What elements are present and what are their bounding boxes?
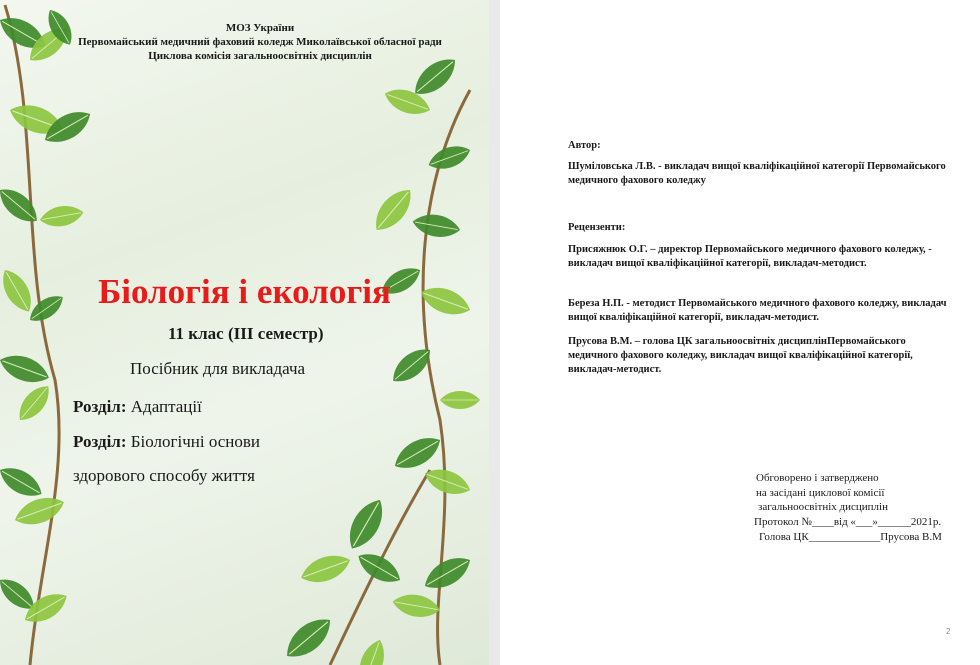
- section-2-continuation: здорового способу життя: [73, 466, 255, 485]
- college-header: Первомайський медичний фаховий коледж Миколаївської обласної ради: [78, 36, 442, 48]
- commission-header: Циклова комісія загальноосвітніх дисциплін: [148, 50, 372, 62]
- approval-line-3: загальноосвітніх дисциплін: [758, 501, 888, 513]
- leaf-shape: [0, 349, 53, 389]
- grade-line: 11 клас (ІІІ семестр): [168, 324, 324, 343]
- cover-page: [0, 0, 489, 665]
- approval-line-5: Голова ЦК_____________Прусова В.М: [759, 531, 942, 543]
- reviewers-label: Рецензенти:: [568, 222, 626, 233]
- approval-line-4: Протокол №____від «___»______2021р.: [754, 516, 942, 528]
- reviewer-1: Присяжнюк О.Г. – директор Первомайського медичного фахового коледжу, - викладач вищої кваліфікаційної категорії, викладач-методист.: [568, 244, 932, 269]
- reviewer-3: Прусова В.М. – голова ЦК загальноосвітніх дисциплінПервомайського медичного фахового коледжу, викладач вищої кваліфікаційної категорії, викладач-методист.: [568, 336, 913, 375]
- leaf-shape: [353, 636, 390, 665]
- section-1-label: Розділ:: [73, 397, 127, 416]
- section-2-label: Розділ:: [73, 432, 127, 451]
- branch-stem: [5, 5, 59, 665]
- author-text: Шуміловська Л.В. - викладач вищої кваліфікаційної категорії Первомайського медичного фахового коледжу: [568, 161, 946, 186]
- approval-line-1: Обговорено і затверджено: [756, 472, 879, 484]
- leaf-shape: [0, 461, 47, 504]
- page-number: 2: [946, 627, 951, 636]
- ministry-header: МОЗ України: [225, 22, 295, 34]
- section-1: [73, 397, 202, 417]
- leaf-shape: [0, 182, 44, 229]
- guide-subtitle: Посібник для викладача: [130, 359, 306, 378]
- approval-line-2: на засідані циклової комісії: [756, 487, 885, 499]
- second-page: [500, 0, 980, 665]
- reviewer-2: Береза Н.П. - методист Первомайського медичного фахового коледжу, викладач вищої кваліфікаційної категорії, викладач-методист.: [568, 298, 947, 323]
- section-2-value: Біологічні основи: [126, 432, 261, 451]
- section-1-value: Адаптації: [126, 397, 202, 416]
- author-label: Автор:: [568, 140, 601, 151]
- cover-title: Біологія і екологія: [98, 272, 391, 311]
- section-2: [73, 432, 260, 452]
